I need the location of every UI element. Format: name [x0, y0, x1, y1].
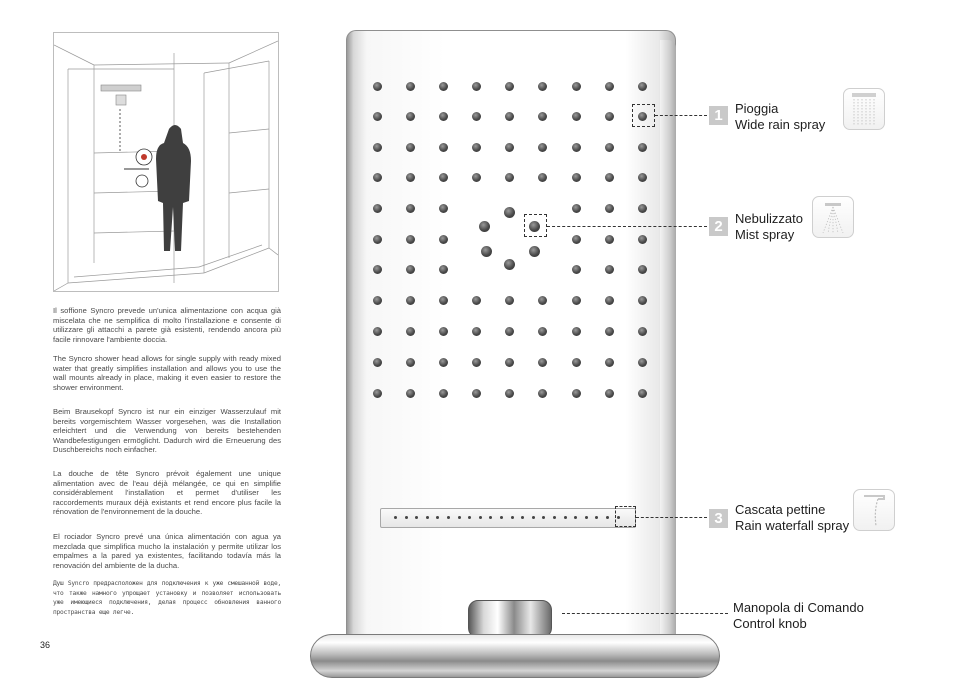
- description-fr: La douche de tête Syncro prévoit également une unique alimentation avec de l'eau déjà mélangée, ce qui en simplifie considérablement l'installation et permet d'utiliser les raccordements muraux déjà existants et rend encore plus facile la rénovation de l'environnement de la douche.: [53, 469, 281, 517]
- waterfall-hole: [511, 516, 514, 519]
- shower-room-drawing: [54, 33, 278, 291]
- waterfall-hole: [426, 516, 429, 519]
- rain-nozzle: [505, 143, 514, 152]
- description-it: Il soffione Syncro prevede un'unica alimentazione con acqua già miscelata che ne semplifica di molto l'installazione e consente di utilizzare gli attacchi a parete già esistenti, rendendo ancora più facile rinnovare l'ambiente doccia.: [53, 306, 281, 344]
- shower-panel-edge: [660, 40, 676, 650]
- rain-nozzle: [605, 389, 614, 398]
- rain-nozzle: [505, 82, 514, 91]
- rain-nozzle: [439, 296, 448, 305]
- rain-nozzle: [538, 82, 547, 91]
- rain-nozzle: [605, 82, 614, 91]
- leader-line-2: [547, 226, 707, 227]
- rain-nozzle: [505, 389, 514, 398]
- rain-nozzle: [472, 389, 481, 398]
- rain-nozzle: [638, 296, 647, 305]
- rain-nozzle: [406, 82, 415, 91]
- rain-nozzle: [505, 327, 514, 336]
- rain-nozzle: [472, 82, 481, 91]
- rain-nozzle: [439, 358, 448, 367]
- callout-box-1: [632, 104, 655, 127]
- feature-label-it-3: Cascata pettine: [735, 502, 826, 517]
- rain-nozzle: [373, 112, 382, 121]
- rain-nozzle: [373, 82, 382, 91]
- rain-nozzle: [439, 82, 448, 91]
- feature-label-1: [735, 101, 825, 133]
- leader-line-4: [562, 613, 728, 614]
- rain-nozzle: [572, 265, 581, 274]
- rain-nozzle: [373, 327, 382, 336]
- control-knob[interactable]: [468, 600, 552, 638]
- feature-label-4: [733, 600, 864, 632]
- rain-nozzle: [538, 173, 547, 182]
- rain-nozzle: [373, 235, 382, 244]
- waterfall-hole: [532, 516, 535, 519]
- rain-nozzle: [638, 204, 647, 213]
- rain-nozzle: [439, 173, 448, 182]
- waterfall-hole: [585, 516, 588, 519]
- rain-nozzle: [572, 143, 581, 152]
- rain-nozzle: [373, 173, 382, 182]
- feature-label-2: [735, 211, 803, 243]
- waterfall-hole: [405, 516, 408, 519]
- rain-nozzle: [373, 358, 382, 367]
- rain-nozzle: [605, 235, 614, 244]
- waterfall-hole: [394, 516, 397, 519]
- rain-nozzle: [505, 173, 514, 182]
- rain-nozzle: [439, 235, 448, 244]
- rain-nozzle: [538, 112, 547, 121]
- rain-nozzle: [538, 389, 547, 398]
- rain-nozzle: [605, 327, 614, 336]
- rain-nozzle: [638, 82, 647, 91]
- rain-nozzle: [572, 358, 581, 367]
- feature-label-3: [735, 502, 849, 534]
- wide-rain-spray-icon: [843, 88, 885, 130]
- rain-nozzle: [572, 82, 581, 91]
- rain-nozzle: [605, 204, 614, 213]
- rain-nozzle: [439, 143, 448, 152]
- rain-nozzle: [572, 389, 581, 398]
- rain-nozzle: [439, 389, 448, 398]
- rain-nozzle: [406, 265, 415, 274]
- rain-nozzle: [439, 204, 448, 213]
- bottom-cylinder: [310, 634, 720, 678]
- feature-label-it-4: Manopola di Comando: [733, 600, 864, 615]
- leader-line-1: [655, 115, 707, 116]
- callout-box-2: [524, 214, 547, 237]
- feature-badge-1: 1: [709, 106, 728, 125]
- feature-label-it-2: Nebulizzato: [735, 211, 803, 226]
- page-number: 36: [40, 640, 51, 650]
- rain-nozzle: [572, 296, 581, 305]
- waterfall-hole: [458, 516, 461, 519]
- rain-nozzle: [638, 143, 647, 152]
- rain-nozzle: [605, 173, 614, 182]
- description-es: El rociador Syncro prevé una única alimentación con agua ya mezclada que simplifica mucho la instalación y permite utilizar los empalmes a la pared ya existentes, facilitando todavía más la renovación del ambiente de la ducha.: [53, 532, 281, 570]
- rain-nozzle: [406, 143, 415, 152]
- rain-nozzle: [638, 265, 647, 274]
- rain-nozzle: [638, 358, 647, 367]
- rain-nozzle: [472, 143, 481, 152]
- rain-nozzle: [572, 112, 581, 121]
- description-ru: Душ Syncro предрасположен для подключения к уже смешанной воде, что также намного упрощает установку и позволяет использовать уже имеющиеся подключения, делая процесс обновления ванного пространства еще легче.: [53, 580, 281, 616]
- feature-label-en-3: Rain waterfall spray: [735, 518, 850, 533]
- rain-nozzle: [439, 265, 448, 274]
- shower-installation-illustration: [53, 32, 279, 292]
- rain-nozzle: [406, 173, 415, 182]
- feature-badge-2: 2: [709, 217, 728, 236]
- mist-nozzle: [529, 246, 540, 257]
- feature-label-en-2: Mist spray: [735, 227, 795, 242]
- waterfall-hole: [479, 516, 482, 519]
- rain-nozzle: [373, 204, 382, 213]
- rain-nozzle: [439, 327, 448, 336]
- rain-nozzle: [406, 358, 415, 367]
- feature-label-it-1: Pioggia: [735, 101, 779, 116]
- rain-nozzle: [472, 173, 481, 182]
- rain-nozzle: [373, 143, 382, 152]
- rain-nozzle: [505, 358, 514, 367]
- shower-panel: [346, 30, 676, 650]
- mist-nozzle: [479, 221, 490, 232]
- rain-nozzle: [638, 235, 647, 244]
- rain-nozzle: [406, 389, 415, 398]
- description-en: The Syncro shower head allows for single supply with ready mixed water that greatly simplifies installation and allows you to use the wall mounts already in place, making it even easier to restore the shower environment.: [53, 354, 281, 392]
- rain-nozzle: [538, 327, 547, 336]
- leader-line-3: [636, 517, 707, 518]
- waterfall-hole: [606, 516, 609, 519]
- rain-nozzle: [605, 265, 614, 274]
- rain-nozzle: [505, 112, 514, 121]
- waterfall-spray-icon: [853, 489, 895, 531]
- waterfall-hole: [564, 516, 567, 519]
- rain-nozzle: [572, 327, 581, 336]
- rain-nozzle: [605, 112, 614, 121]
- rain-nozzle: [373, 265, 382, 274]
- rain-nozzle: [439, 112, 448, 121]
- rain-nozzle: [605, 296, 614, 305]
- waterfall-hole: [553, 516, 556, 519]
- waterfall-hole: [447, 516, 450, 519]
- rain-nozzle: [638, 327, 647, 336]
- rain-nozzle: [406, 204, 415, 213]
- rain-nozzle: [406, 112, 415, 121]
- rain-nozzle: [373, 389, 382, 398]
- feature-label-en-1: Wide rain spray: [735, 117, 826, 132]
- callout-box-3: [615, 506, 636, 527]
- mist-spray-icon: [812, 196, 854, 238]
- rain-nozzle: [638, 173, 647, 182]
- mist-nozzle: [504, 207, 515, 218]
- rain-nozzle: [572, 173, 581, 182]
- rain-nozzle: [572, 204, 581, 213]
- rain-nozzle: [538, 143, 547, 152]
- rain-nozzle: [373, 296, 382, 305]
- rain-nozzle: [472, 296, 481, 305]
- rain-nozzle: [638, 389, 647, 398]
- rain-nozzle: [538, 296, 547, 305]
- rain-nozzle: [605, 143, 614, 152]
- human-silhouette: [156, 125, 191, 251]
- feature-badge-3: 3: [709, 509, 728, 528]
- rain-nozzle: [505, 296, 514, 305]
- rain-nozzle: [472, 112, 481, 121]
- rain-nozzle: [406, 235, 415, 244]
- waterfall-hole: [500, 516, 503, 519]
- mist-nozzle: [481, 246, 492, 257]
- rain-nozzle: [472, 358, 481, 367]
- feature-label-en-4: Control knob: [733, 616, 807, 631]
- rain-nozzle: [472, 327, 481, 336]
- rain-nozzle: [406, 327, 415, 336]
- mist-nozzle: [504, 259, 515, 270]
- description-de: Beim Brausekopf Syncro ist nur ein einziger Wasserzulauf mit bereits vorgemischtem Wasser vorgesehen, was die Installation erleichtert und die Verwendung von bereits bestehenden Wandbefestigungen ermöglicht. Dadurch wird die Erneuerung des Duschbereichs noch einfacher.: [53, 407, 281, 455]
- rain-nozzle: [572, 235, 581, 244]
- rain-nozzle: [605, 358, 614, 367]
- rain-nozzle: [538, 358, 547, 367]
- rain-nozzle: [406, 296, 415, 305]
